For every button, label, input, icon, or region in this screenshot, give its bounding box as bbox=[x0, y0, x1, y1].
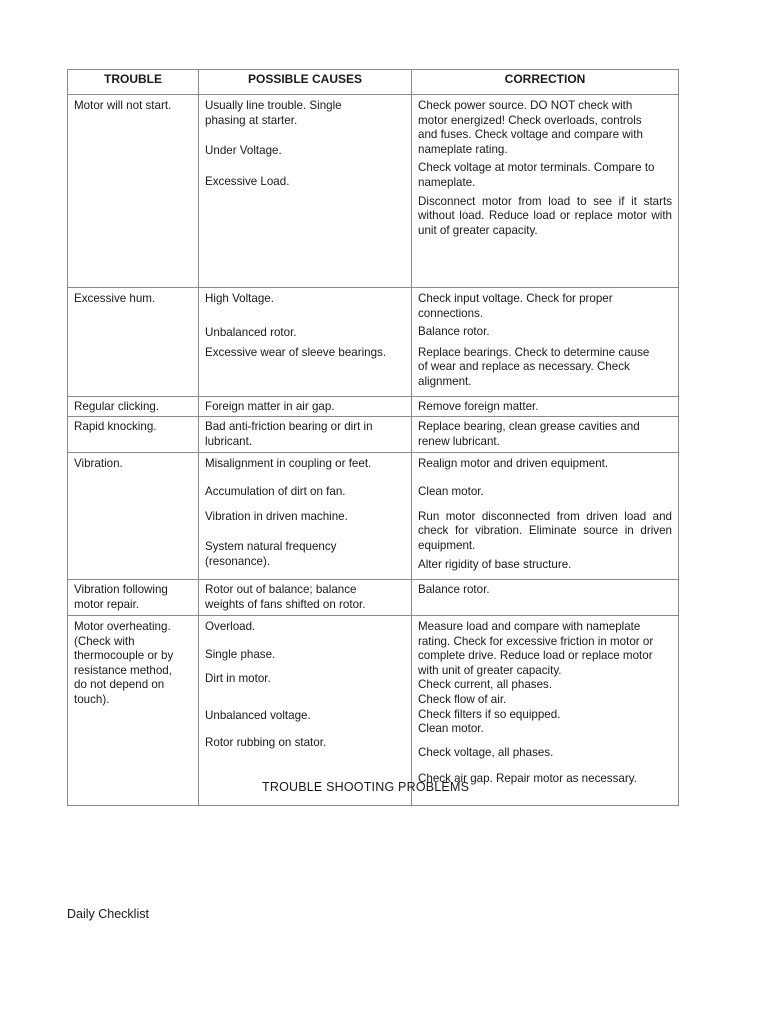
correction-cell bbox=[412, 453, 679, 580]
cause-item: Bad anti-friction bearing or dirt in lubricant. bbox=[205, 420, 373, 448]
table-row bbox=[68, 396, 679, 417]
cause-item: Dirt in motor. bbox=[205, 672, 271, 686]
trouble-cell: Vibration. bbox=[68, 453, 199, 580]
correction-item: Run motor disconnected from driven load and check for vibration. Eliminate source in driven equipment. bbox=[418, 509, 672, 552]
table-row bbox=[68, 579, 679, 615]
correction-cell bbox=[412, 95, 679, 288]
correction-item: Check current, all phases. bbox=[418, 678, 553, 692]
causes-cell: Foreign matter in air gap. bbox=[199, 396, 412, 417]
troubleshooting-table bbox=[67, 69, 679, 806]
header-correction: CORRECTION bbox=[412, 70, 679, 95]
table-caption: TROUBLE SHOOTING PROBLEMS bbox=[262, 780, 470, 794]
table-row bbox=[68, 417, 679, 453]
header-possible-causes: POSSIBLE CAUSES bbox=[199, 70, 412, 95]
causes-cell bbox=[199, 288, 412, 397]
cause-item: Single phase. bbox=[205, 647, 276, 661]
correction-item: Replace bearings. Check to determine cause of wear and replace as necessary. Check alignment. bbox=[418, 345, 650, 388]
correction-item: Replace bearing, clean grease cavities and renew lubricant. bbox=[418, 420, 640, 448]
trouble-cell bbox=[68, 579, 199, 615]
correction-item: Realign motor and driven equipment. bbox=[418, 457, 609, 471]
correction-item: Balance rotor. bbox=[418, 325, 490, 339]
cause-item: System natural frequency (resonance). bbox=[205, 540, 337, 568]
section-heading-daily-checklist: Daily Checklist bbox=[67, 907, 149, 921]
trouble-cell bbox=[68, 616, 199, 806]
trouble-text: Motor overheating. (Check with thermocouple or by resistance method, do not depend on touch). bbox=[74, 620, 174, 707]
cause-item: Accumulation of dirt on fan. bbox=[205, 484, 346, 498]
correction-cell bbox=[412, 616, 679, 806]
correction-item: Disconnect motor from load to see if it starts without load. Reduce load or replace motor with unit of greater capacity. bbox=[418, 194, 672, 237]
table-row bbox=[68, 453, 679, 580]
correction-item: Check flow of air. bbox=[418, 693, 507, 707]
correction-item: Check filters if so equipped. bbox=[418, 707, 561, 721]
cause-item: Rotor out of balance; balance weights of fans shifted on rotor. bbox=[205, 582, 366, 611]
causes-cell bbox=[199, 579, 412, 615]
cause-item: Unbalanced rotor. bbox=[205, 325, 297, 339]
cause-item: Rotor rubbing on stator. bbox=[205, 736, 327, 750]
trouble-cell: Rapid knocking. bbox=[68, 417, 199, 453]
causes-cell bbox=[199, 95, 412, 288]
table-row bbox=[68, 288, 679, 397]
correction-cell: Remove foreign matter. bbox=[412, 396, 679, 417]
cause-item: Excessive wear of sleeve bearings. bbox=[205, 346, 387, 360]
correction-item: Clean motor. bbox=[418, 722, 484, 736]
cause-item: Under Voltage. bbox=[205, 144, 282, 158]
correction-cell bbox=[412, 417, 679, 453]
correction-item: Check power source. DO NOT check with motor energized! Check overloads, controls and fuses. Check voltage and compare with nameplate rating. bbox=[418, 99, 643, 156]
table-row bbox=[68, 616, 679, 806]
correction-item: Alter rigidity of base structure. bbox=[418, 558, 572, 572]
trouble-cell: Motor will not start. bbox=[68, 95, 199, 288]
correction-item: Check voltage, all phases. bbox=[418, 745, 554, 759]
correction-item: Check air gap. Repair motor as necessary. bbox=[418, 772, 637, 786]
correction-item: Check input voltage. Check for proper connections. bbox=[418, 292, 613, 320]
trouble-cell: Regular clicking. bbox=[68, 396, 199, 417]
causes-cell bbox=[199, 417, 412, 453]
table-header-row bbox=[68, 70, 679, 95]
correction-item: Measure load and compare with nameplate rating. Check for excessive friction in motor or complete drive. Reduce load or replace motor with unit of greater capacity. bbox=[418, 620, 654, 677]
correction-cell bbox=[412, 288, 679, 397]
causes-cell bbox=[199, 453, 412, 580]
cause-item: Misalignment in coupling or feet. bbox=[205, 457, 372, 471]
correction-item: Clean motor. bbox=[418, 484, 484, 498]
cause-item: Excessive Load. bbox=[205, 174, 290, 188]
cause-item: Unbalanced voltage. bbox=[205, 708, 311, 722]
cause-item: Overload. bbox=[205, 620, 256, 634]
correction-cell: Balance rotor. bbox=[412, 579, 679, 615]
correction-item: Check voltage at motor terminals. Compare to nameplate. bbox=[418, 161, 655, 189]
header-trouble: TROUBLE bbox=[68, 70, 199, 95]
cause-item: Vibration in driven machine. bbox=[205, 509, 348, 523]
cause-item: Usually line trouble. Single phasing at starter. bbox=[205, 99, 342, 127]
cause-item: High Voltage. bbox=[205, 292, 274, 305]
causes-cell bbox=[199, 616, 412, 806]
table-row bbox=[68, 95, 679, 288]
trouble-cell: Excessive hum. bbox=[68, 288, 199, 397]
trouble-text: Vibration following motor repair. bbox=[74, 582, 168, 611]
